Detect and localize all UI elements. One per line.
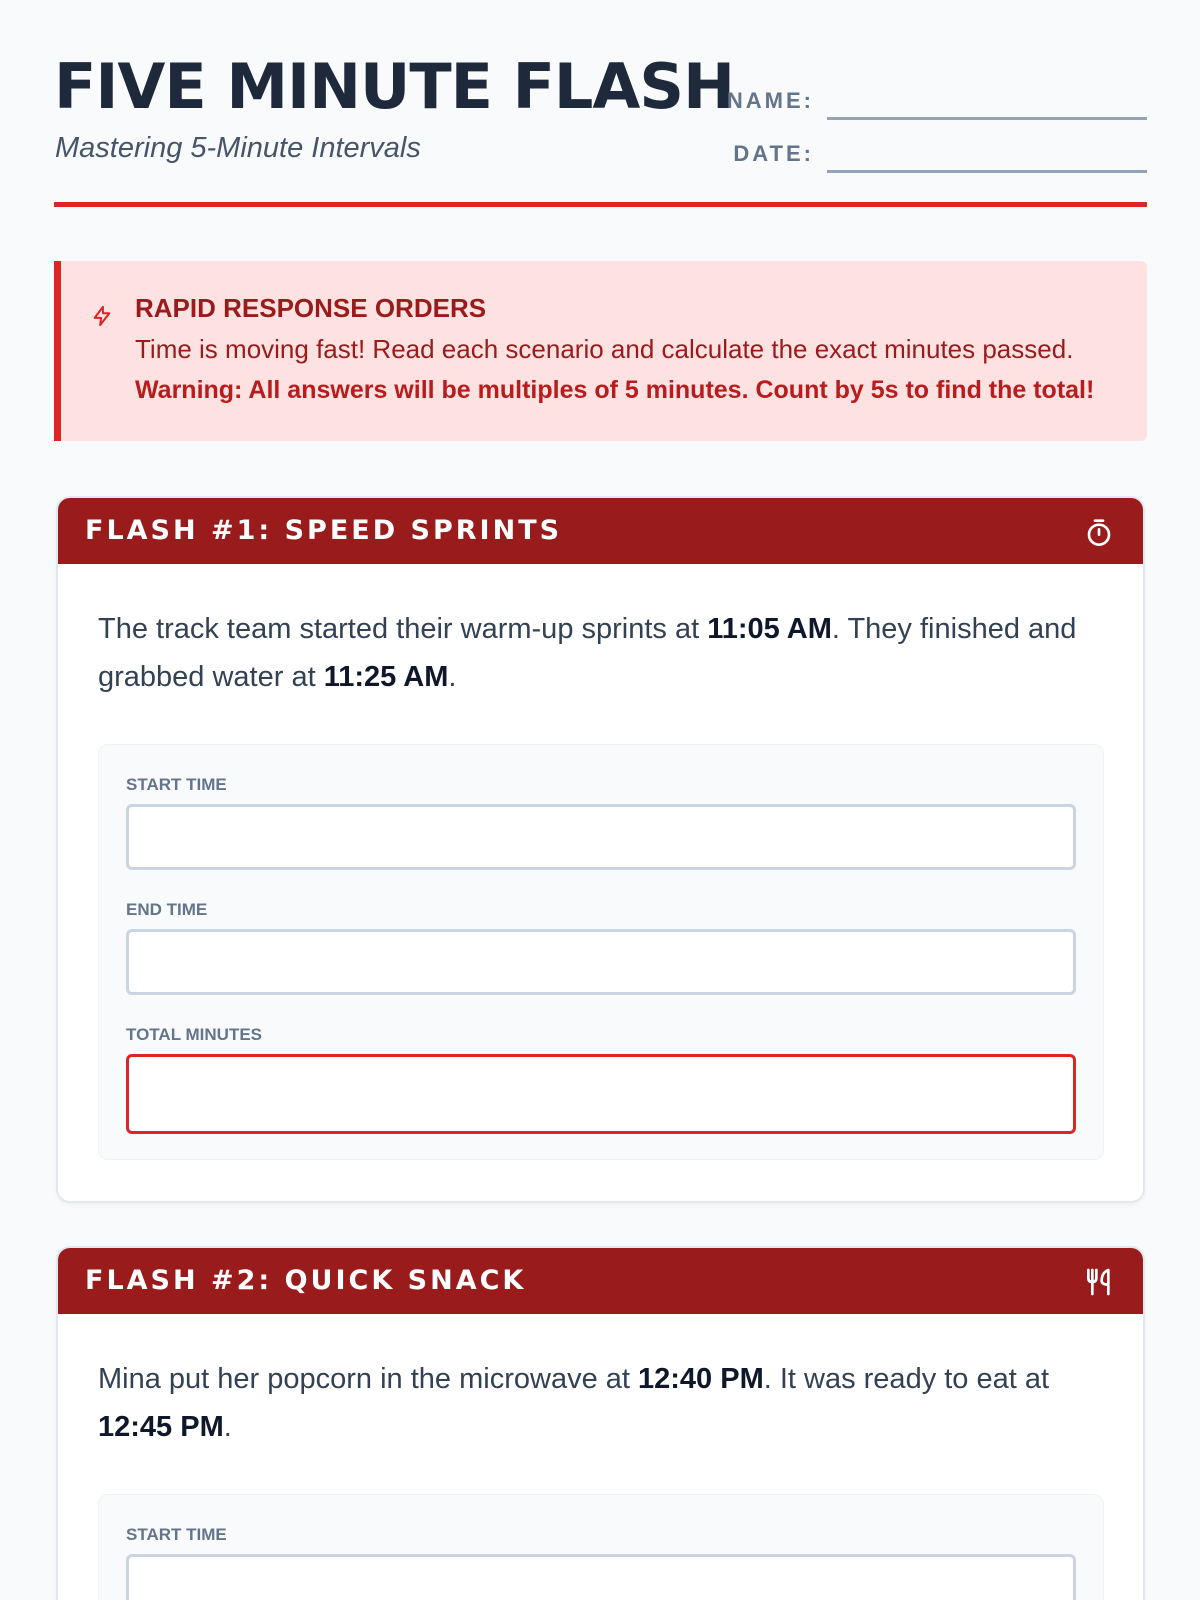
card-title: FLASH #2: QUICK SNACK	[85, 1265, 527, 1296]
alert-title: RAPID RESPONSE ORDERS	[135, 293, 487, 323]
page-subtitle: Mastering 5-Minute Intervals	[55, 132, 421, 164]
start-time-label: START TIME	[126, 1525, 227, 1544]
start-time-input[interactable]	[126, 1554, 1076, 1600]
end-time-input[interactable]	[126, 929, 1076, 995]
alert-text: Time is moving fast! Read each scenario and calculate the exact minutes passed.	[135, 334, 1074, 364]
card-title: FLASH #1: SPEED SPRINTS	[85, 515, 563, 546]
worksheet-header	[54, 50, 1147, 207]
card-header	[58, 1248, 1143, 1314]
instructions-alert	[54, 261, 1147, 441]
start-time-input[interactable]	[126, 804, 1076, 870]
page-title: FIVE MINUTE FLASH	[54, 50, 734, 123]
start-time-label: START TIME	[126, 775, 227, 794]
scenario-text: The track team started their warm-up sprints at 11:05 AM. They finished and grabbed water at 11:25 AM.	[98, 613, 1077, 693]
start-time-value: 11:05 AM	[707, 613, 832, 645]
scenario-text: Mina put her popcorn in the microwave at 12:40 PM. It was ready to eat at 12:45 PM.	[98, 1363, 1050, 1443]
answer-box	[98, 1494, 1104, 1600]
name-field[interactable]	[827, 117, 1147, 120]
answer-box	[98, 744, 1104, 1160]
end-time-value: 12:45 PM	[98, 1411, 224, 1443]
bolt-icon	[91, 305, 113, 327]
end-time-label: END TIME	[126, 900, 208, 919]
stopwatch-icon	[1083, 516, 1115, 548]
total-minutes-input[interactable]	[126, 1054, 1076, 1134]
name-label: NAME:	[726, 88, 814, 113]
date-label: DATE:	[733, 141, 814, 166]
total-minutes-label: TOTAL MINUTES	[126, 1025, 262, 1044]
flash-card-2	[56, 1246, 1145, 1600]
flash-card-1	[56, 496, 1145, 1203]
utensils-icon	[1083, 1266, 1115, 1298]
end-time-value: 11:25 AM	[323, 661, 449, 693]
card-header	[58, 498, 1143, 564]
alert-warning: Warning: All answers will be multiples of 5 minutes. Count by 5s to find the total!	[135, 376, 1095, 404]
start-time-value: 12:40 PM	[638, 1363, 764, 1395]
date-field[interactable]	[827, 170, 1147, 173]
